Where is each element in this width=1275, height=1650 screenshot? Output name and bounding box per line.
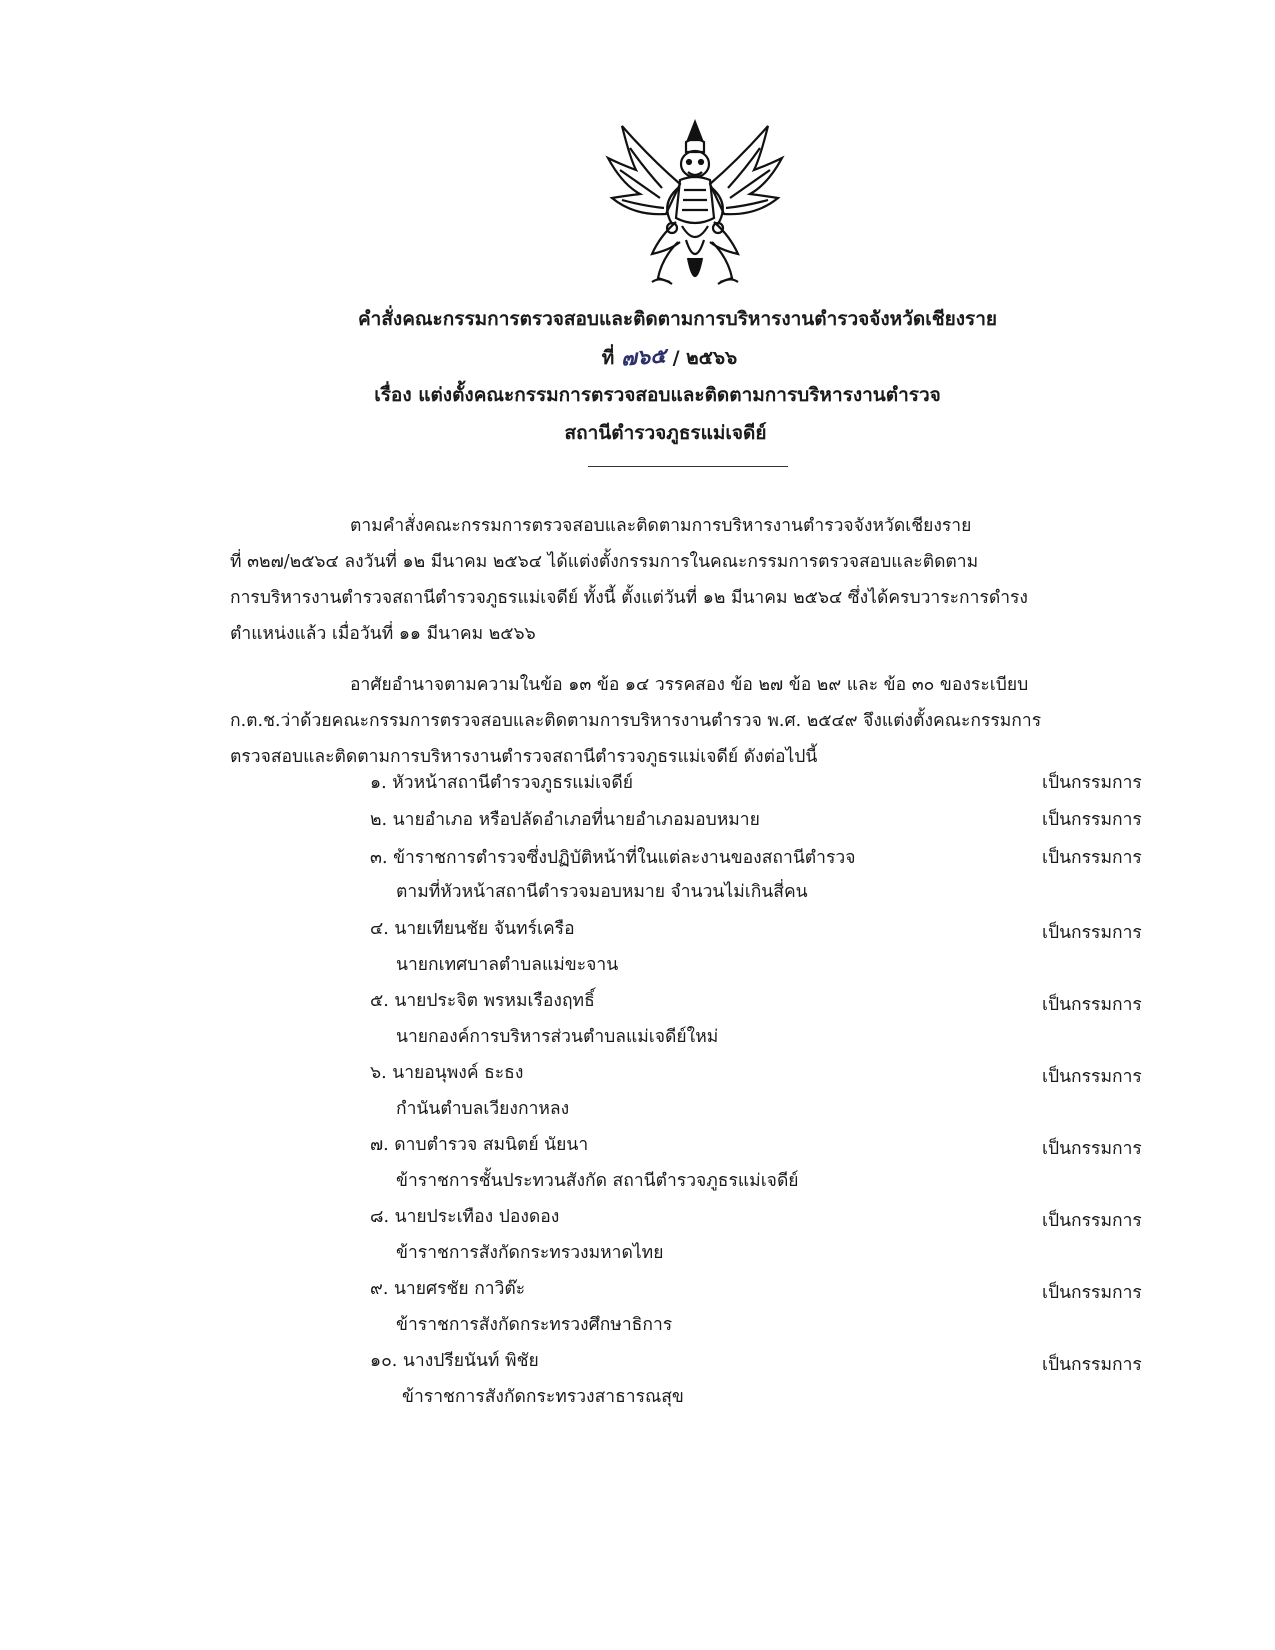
member-role: เป็นกรรมการ: [1042, 1355, 1142, 1375]
member-role: เป็นกรรมการ: [1042, 773, 1142, 793]
member-role: เป็นกรรมการ: [1042, 923, 1142, 943]
paragraph-line: ตรวจสอบและติดตามการบริหารงานตำรวจสถานีตำรวจภูธรแม่เจดีย์ ดังต่อไปนี้: [230, 747, 818, 767]
member-name: ๘. นายประเทือง ปองดอง: [370, 1207, 560, 1227]
member-name: ๒. นายอำเภอ หรือปลัดอำเภอที่นายอำเภอมอบหมาย: [370, 810, 760, 830]
member-detail: ข้าราชการสังกัดกระทรวงสาธารณสุข: [402, 1387, 684, 1407]
member-role: เป็นกรรมการ: [1042, 1283, 1142, 1303]
member-detail: ข้าราชการชั้นประทวนสังกัด สถานีตำรวจภูธรแม่เจดีย์: [396, 1171, 799, 1191]
order-number-prefix: ที่: [601, 347, 615, 369]
paragraph-line: การบริหารงานตำรวจสถานีตำรวจภูธรแม่เจดีย์ ทั้งนี้ ตั้งแต่วันที่ ๑๒ มีนาคม ๒๕๖๔ ซึ่งได้ครบวาระการดำรง: [230, 588, 1028, 608]
member-detail: ข้าราชการสังกัดกระทรวงมหาดไทย: [396, 1243, 664, 1263]
member-name: ๓. ข้าราชการตำรวจซึ่งปฏิบัติหน้าที่ในแต่ละงานของสถานีตำรวจ: [370, 848, 856, 868]
paragraph-line: ที่ ๓๒๗/๒๕๖๔ ลงวันที่ ๑๒ มีนาคม ๒๕๖๔ ได้แต่งตั้งกรรมการในคณะกรรมการตรวจสอบและติดตาม: [230, 552, 979, 572]
member-role: เป็นกรรมการ: [1042, 1211, 1142, 1231]
member-role: เป็นกรรมการ: [1042, 848, 1142, 868]
member-detail: ตามที่หัวหน้าสถานีตำรวจมอบหมาย จำนวนไม่เกินสี่คน: [396, 882, 808, 902]
order-title: คำสั่งคณะกรรมการตรวจสอบและติดตามการบริหารงานตำรวจจังหวัดเชียงราย: [357, 308, 998, 330]
member-detail: นายกองค์การบริหารส่วนตำบลแม่เจดีย์ใหม่: [396, 1027, 719, 1047]
paragraph-line: อาศัยอำนาจตามความในข้อ ๑๓ ข้อ ๑๔ วรรคสอง ข้อ ๒๗ ข้อ ๒๙ และ ข้อ ๓๐ ของระเบียบ: [350, 675, 1029, 695]
paragraph-line: ก.ต.ช.ว่าด้วยคณะกรรมการตรวจสอบและติดตามการบริหารงานตำรวจ พ.ศ. ๒๕๔๙ จึงแต่งตั้งคณะกรรมการ: [230, 711, 1042, 731]
member-role: เป็นกรรมการ: [1042, 995, 1142, 1015]
member-role: เป็นกรรมการ: [1042, 1139, 1142, 1159]
paragraph-line: ตำแหน่งแล้ว เมื่อวันที่ ๑๑ มีนาคม ๒๕๖๖: [230, 624, 536, 644]
paragraph-line: ตามคำสั่งคณะกรรมการตรวจสอบและติดตามการบริหารงานตำรวจจังหวัดเชียงราย: [350, 516, 972, 536]
member-role: เป็นกรรมการ: [1042, 1067, 1142, 1087]
order-number-handwritten: ๗๖๕: [620, 342, 667, 371]
member-name: ๗. ดาบตำรวจ สมนิตย์ นัยนา: [370, 1135, 589, 1155]
member-name: ๙. นายศรชัย กาวิต๊ะ: [370, 1279, 526, 1299]
member-detail: กำนันตำบลเวียงกาหลง: [396, 1099, 570, 1119]
member-name: ๕. นายประจิต พรหมเรืองฤทธิ์: [370, 991, 595, 1011]
member-name: ๖. นายอนุพงค์ ธะธง: [370, 1063, 524, 1083]
member-detail: นายกเทศบาลตำบลแม่ขะจาน: [396, 955, 619, 975]
member-name: ๑๐. นางปรียนันท์ พิชัย: [370, 1351, 539, 1371]
member-detail: ข้าราชการสังกัดกระทรวงศึกษาธิการ: [396, 1315, 673, 1335]
member-name: ๑. หัวหน้าสถานีตำรวจภูธรแม่เจดีย์: [370, 773, 633, 793]
order-number-year: / ๒๕๖๖: [672, 347, 738, 369]
member-name: ๔. นายเทียนชัย จันทร์เครือ: [370, 919, 575, 939]
member-role: เป็นกรรมการ: [1042, 810, 1142, 830]
order-subject-line2: สถานีตำรวจภูธรแม่เจดีย์: [564, 422, 767, 444]
order-subject: เรื่อง แต่งตั้งคณะกรรมการตรวจสอบและติดตามการบริหารงานตำรวจ: [374, 384, 941, 406]
